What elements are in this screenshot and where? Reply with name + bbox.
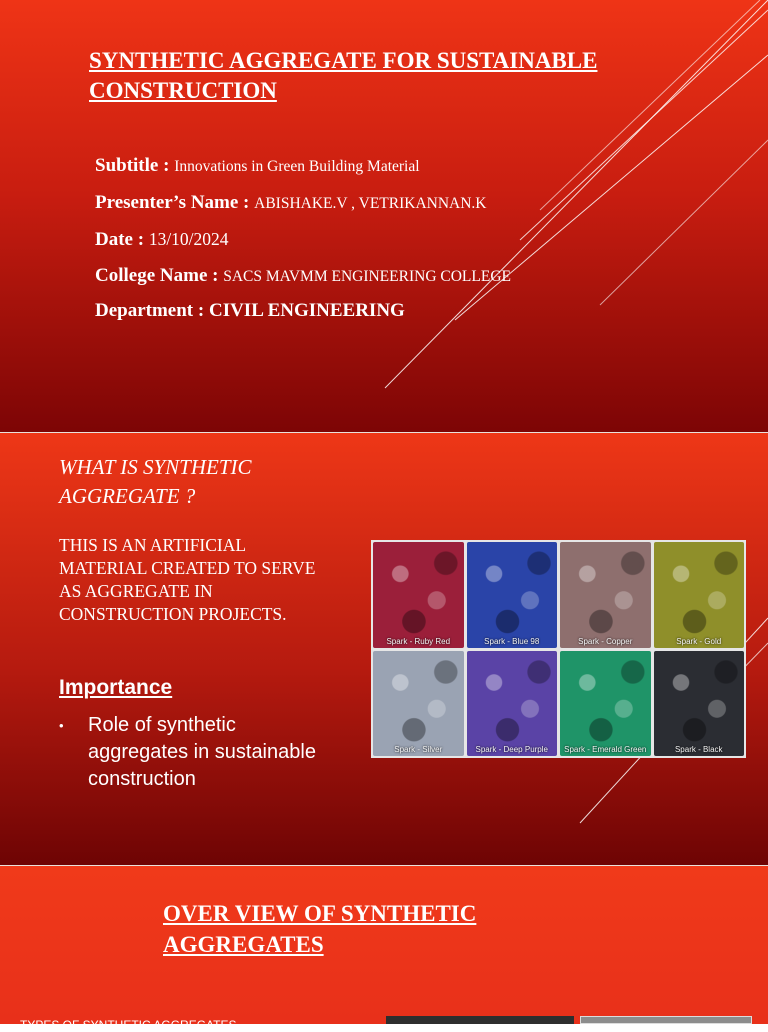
sample-caption: Spark - Emerald Green — [564, 745, 647, 754]
presenter-label: Presenter’s Name : — [95, 192, 255, 213]
subtitle-label: Subtitle : — [95, 155, 175, 176]
sample-tile — [467, 651, 558, 757]
presenter-value: ABISHAKE.V , VETRIKANNAN.K — [254, 195, 487, 212]
sample-tile — [373, 542, 464, 648]
aggregate-photo-dark — [386, 1016, 574, 1024]
sample-caption: Spark - Deep Purple — [475, 745, 548, 754]
importance-heading: Importance — [59, 676, 173, 699]
presenter-row — [95, 192, 487, 214]
college-label: College Name : — [95, 265, 224, 286]
date-row — [95, 229, 229, 251]
overview-title: OVER VIEW OF SYNTHETIC AGGREGATES — [163, 901, 477, 957]
college-row — [95, 265, 511, 287]
date-value: 13/10/2024 — [148, 229, 229, 249]
subtitle-value: Innovations in Green Building Material — [174, 158, 420, 175]
department-label: Department : — [95, 300, 209, 321]
sample-tile — [560, 542, 651, 648]
sample-tile — [560, 651, 651, 757]
sample-tile — [654, 651, 745, 757]
sample-caption: Spark - Ruby Red — [386, 636, 451, 646]
sample-caption: Spark - Blue 98 — [484, 636, 540, 646]
department-value: CIVIL ENGINEERING — [208, 300, 405, 321]
aggregate-photo-grey — [580, 1016, 752, 1024]
types-heading: TYPES OF SYNTHETIC AGGREGATES — [20, 1018, 237, 1032]
sample-caption: Spark - Copper — [578, 636, 633, 646]
sample-tile — [654, 542, 745, 648]
college-value: SACS MAVMM ENGINEERING COLLEGE — [223, 268, 511, 285]
sample-caption: Spark - Black — [674, 745, 723, 754]
department-row — [95, 300, 405, 322]
subtitle-row — [95, 155, 420, 177]
sample-caption: Spark - Silver — [394, 745, 443, 754]
date-label: Date : — [95, 229, 149, 250]
definition-text: THIS IS AN ARTIFICIAL MATERIAL CREATED TO SERVE AS AGGREGATE IN CONSTRUCTION PROJECTS. — [59, 535, 316, 624]
aggregate-samples-image — [371, 540, 746, 758]
sample-tile — [373, 651, 464, 757]
title-slide — [0, 0, 768, 432]
sample-caption: Spark - Gold — [676, 636, 722, 646]
bullet-dot: • — [59, 718, 64, 733]
question-heading: WHAT IS SYNTHETIC AGGREGATE ? — [59, 455, 252, 508]
sample-tile — [467, 542, 558, 648]
slide-title: SYNTHETIC AGGREGATE FOR SUSTAINABLE CONSTRUCTION — [89, 48, 598, 103]
bullet-text: Role of synthetic aggregates in sustainable construction — [88, 714, 316, 790]
